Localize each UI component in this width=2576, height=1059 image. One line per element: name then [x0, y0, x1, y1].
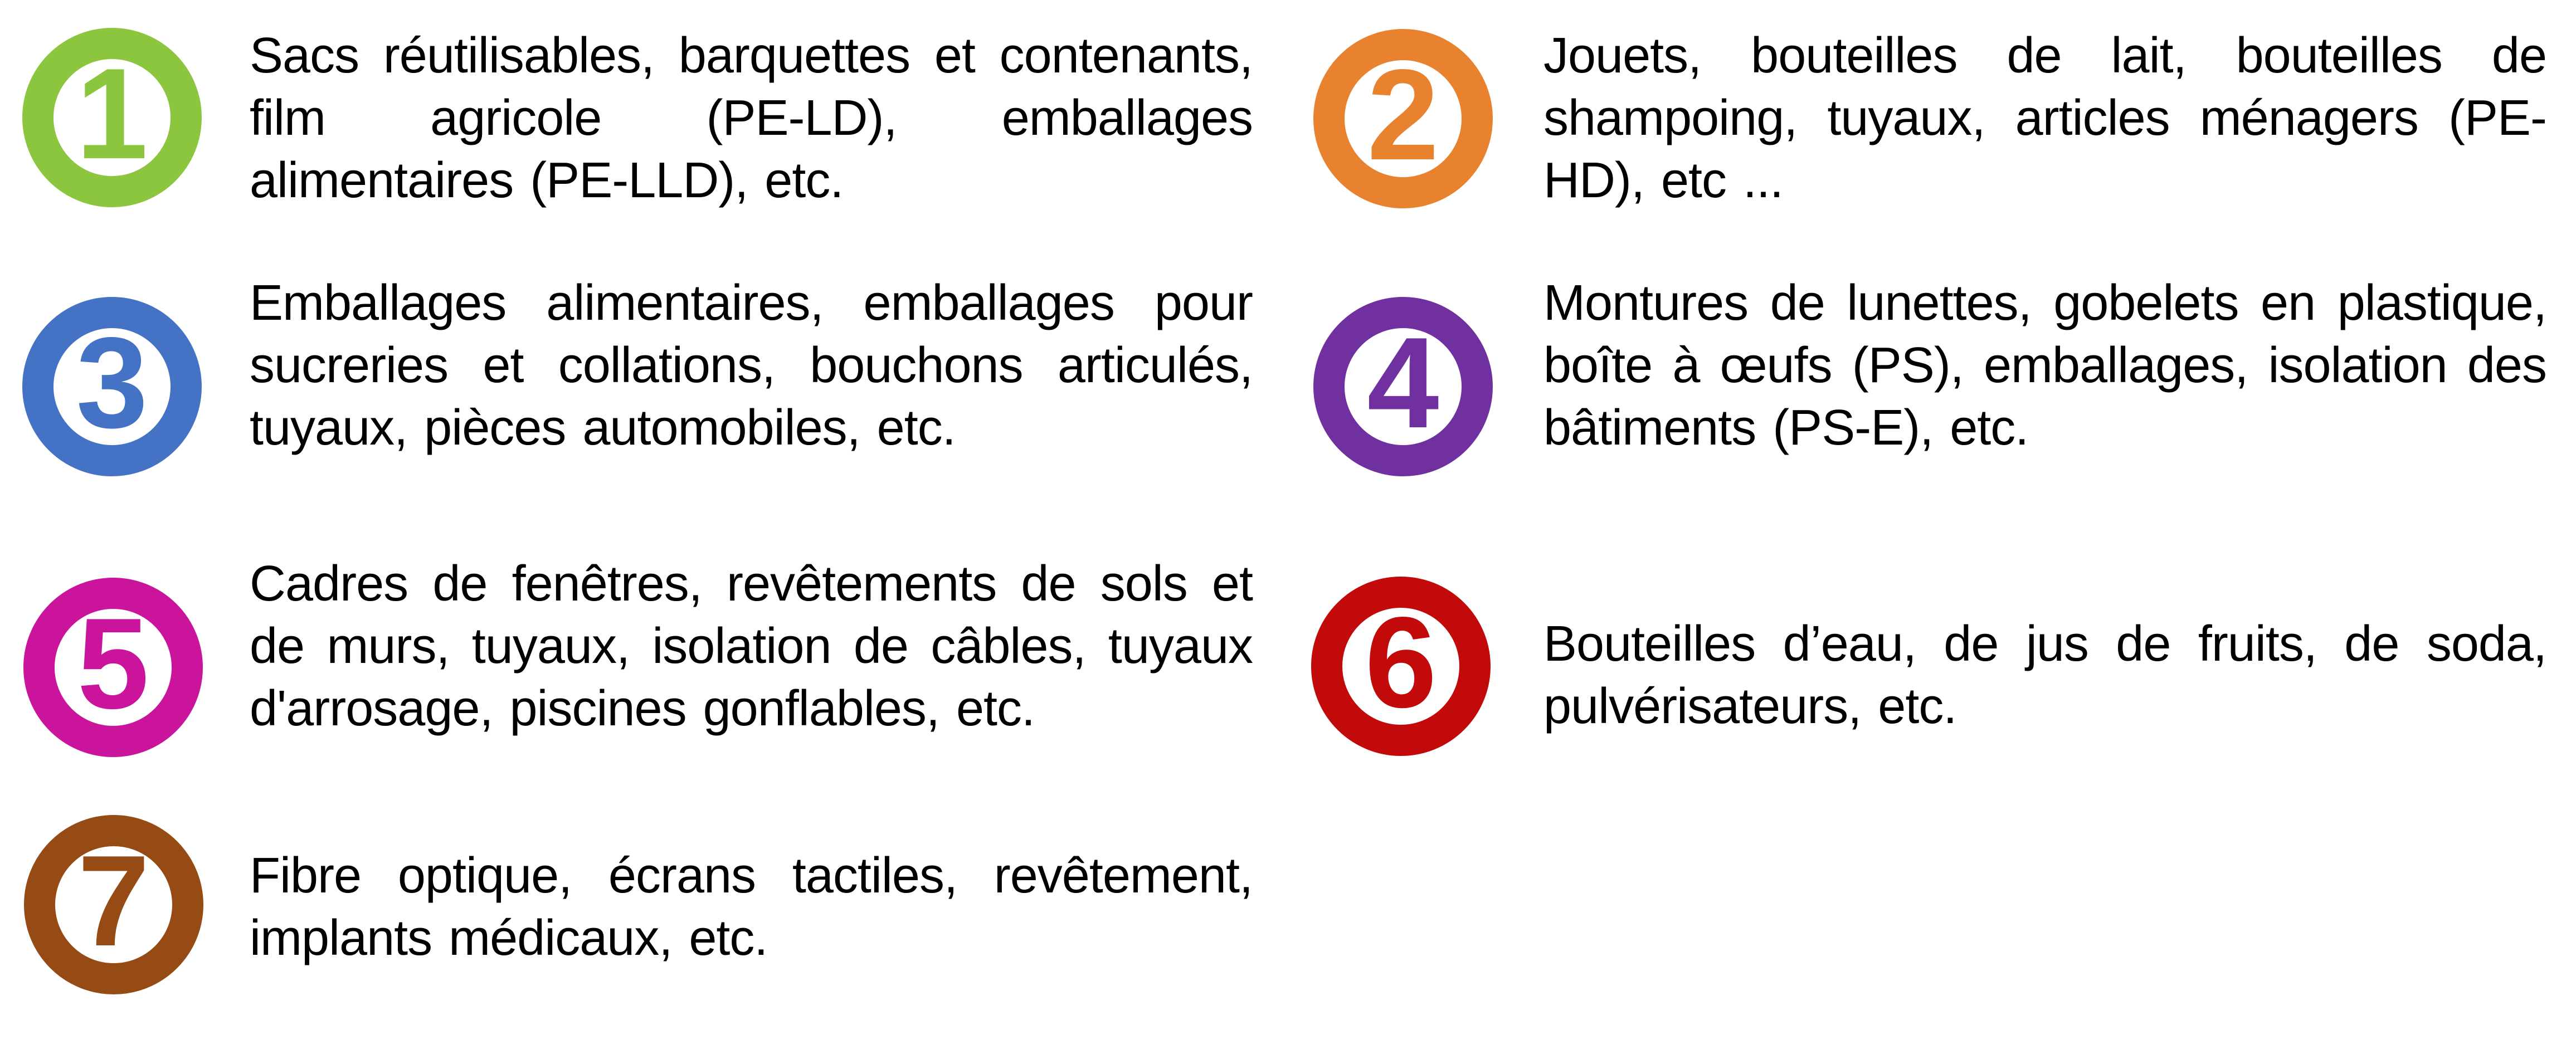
badge-number-2: 2	[1367, 43, 1439, 187]
item-4-description: Montures de lunettes, gobelets en plastique, boîte à œufs (PS), emballages, isolation des bâtiments (PS-E), etc.	[1543, 275, 2546, 456]
badge-number-3: 3	[76, 311, 148, 455]
item-1-description: Sacs réutilisables, barquettes et contenants, film agricole (PE-LD), emballages alimentaires (PE-LLD), etc.	[250, 28, 1253, 208]
number-3-ring-icon	[22, 297, 202, 476]
item-2-description: Jouets, bouteilles de lait, bouteilles de shampoing, tuyaux, articles ménagers (PE-HD), etc ...	[1543, 28, 2546, 208]
number-1-ring-icon	[22, 28, 202, 207]
badge-number-7: 7	[77, 829, 150, 973]
number-4-ring-icon	[1313, 297, 1493, 476]
badge-number-4: 4	[1367, 311, 1439, 455]
badge-number-1: 1	[76, 42, 148, 186]
badge-number-5: 5	[77, 592, 149, 736]
badge-number-6: 6	[1365, 590, 1437, 735]
item-6-description: Bouteilles d’eau, de jus de fruits, de soda, pulvérisateurs, etc.	[1543, 616, 2546, 734]
number-2-ring-icon	[1313, 29, 1493, 208]
item-5-description: Cadres de fenêtres, revêtements de sols et de murs, tuyaux, isolation de câbles, tuyaux d'arrosage, piscines gonflables, etc.	[250, 556, 1253, 736]
item-3-description: Emballages alimentaires, emballages pour sucreries et collations, bouchons articulés, tuyaux, pièces automobiles, etc.	[250, 275, 1253, 456]
number-6-ring-icon	[1311, 577, 1491, 756]
number-7-ring-icon	[24, 815, 203, 994]
item-7-description: Fibre optique, écrans tactiles, revêtement, implants médicaux, etc.	[250, 848, 1253, 966]
number-5-ring-icon	[23, 578, 203, 757]
